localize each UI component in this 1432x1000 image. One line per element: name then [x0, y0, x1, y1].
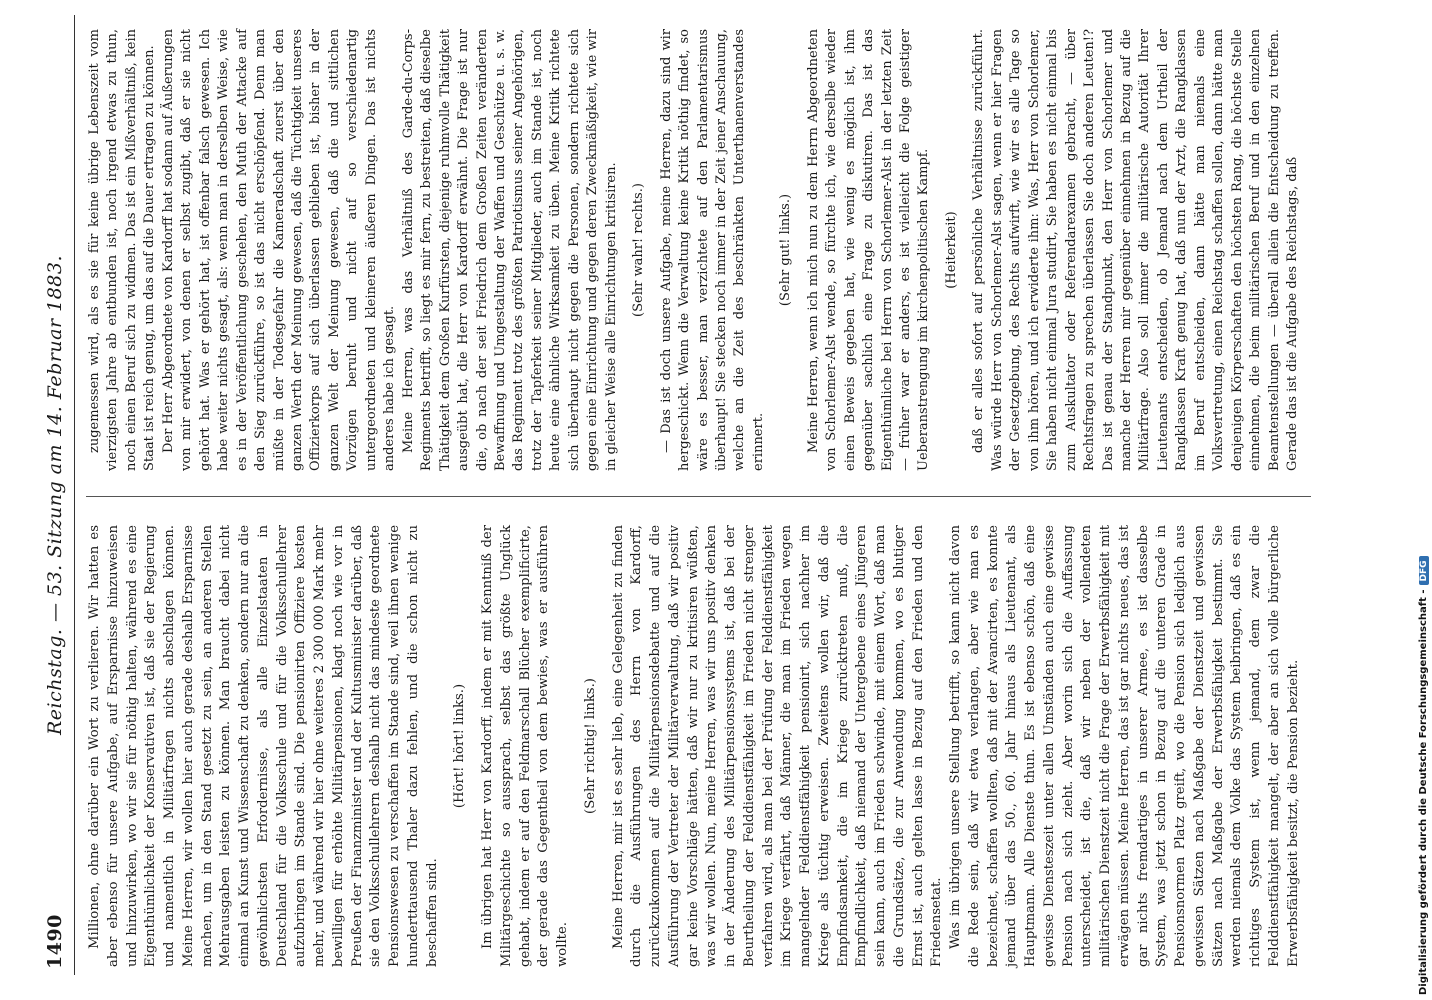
paragraph: zugemessen wird, als es sie für keine übrige Lebenszeit vom vierzigsten Jahre ab entbunden ist, noch irgend etwas zu thun, noch einen Beruf sich zu widmen. Das ist ein Mißverhältniß, kein Staat ist reich genug, um das auf die Dauer ertragen zu können.: [87, 29, 158, 471]
header-title: Reichstag. — 53. Sitzung am 14. Februar 1883.: [44, 254, 66, 736]
interjection: (Sehr wahr! rechts.): [631, 183, 647, 317]
paragraph: Meine Herren, wenn ich mich nun zu dem Herrn Abgeordneten von Schorlemer-Alst wende, so fürchte ich, wie derselbe wieder einen Beweis gegeben hat, wie wenig es möglich ist, ihm gegenüber sachlich eine Frage zu diskutiren. Das ist das Eigenthümliche bei Herrn von Schorlemer-Alst in der letzten Zeit — früher war er anders, es ist vielleicht die Folge geistiger Ueberanstrengung im kirchenpolitischen Kampf.: [805, 29, 932, 471]
column-right: [86, 29, 1303, 471]
paragraph: Der Herr Abgeordnete von Kardorff hat sodann auf Äußerungen von mir erwidert, von denen er selbst zugibt, daß er sie nicht gehört hat. Was er gehört hat, ist offenbar falsch gewesen. Ich habe weiter nichts gesagt, als: wenn man in derselben Weise, wie es in der Veröffentlichung geschehen, den Muth der Attacke auf den Sieg zurückführe, so ist das nicht erschöpfend. Denn man müßte in der Todesgefahr die Kameradschaft zuerst über den ganzen Werth der Meinung gewesen, daß die Tüchtigkeit unseres Offizierkorps auf sich überlassen geblieben ist, bisher in der ganzen Welt der Meinung gewesen, daß die und sittlichen Vorzügen beruht und nicht auf so verschiedenartig untergeordneten und kleineren äußeren Dingen. Das ist nichts anderes habe ich gesagt.: [160, 29, 398, 471]
interjection: (Hört! hört! links.): [452, 683, 468, 809]
scanned-page: [40, 15, 1330, 975]
dfg-logo: DFG: [1419, 556, 1429, 585]
page-number: 1490: [44, 914, 66, 969]
paragraph: Meine Herren, mir ist es sehr lieb, eine Gelegenheit zu finden durch die Ausführungen des Herrn von Kardorff, zurückzukommen auf die Militärpensionsdebatte und auf die Ausführung der Vertreter der Militärverwaltung, daß wir positiv gar keine Vorschläge hätten, daß wir nur zu kritisiren wüßten, was wir wollen. Nun, meine Herren, was wir uns positiv denken in der Änderung des Militärpensionssystems ist, daß bei der Beurtheilung der Felddienstfähigkeit im Frieden nicht strenger verfahren wird, als man bei der Prüfung der Felddienstfähigkeit im Kriege verfährt, daß Männer, die man im Frieden wegen mangelnder Felddienstfähigkeit pensionirt, sich nachher im Kriege als tüchtig erweisen. Zweitens wollen wir, daß die Empfindsamkeit, die im Kriege zurücktreten muß, die Empfindlichkeit, daß niemand der Untergebene eines Jüngeren sein kann, auch im Frieden schwinde, mit einem Wort, daß man die Grundsätze, die zur Anwendung kommen, wo es blutiger Ernst ist, auch gelten lasse in Bezug auf den Frieden und den Friedensetat.: [610, 525, 945, 967]
paragraph: Was im übrigen unsere Stellung betrifft, so kann nicht davon die Rede sein, daß wir etwa verlangen, aber wie man es bezeichnet, schaffen wollten, daß mit der Avancirten, es konnte jemand über das 50., 60. Jahr hinaus als Lieutenant, als Hauptmann. Alle Dienste thun. Es ist ebenso schön, daß eine gewisse Diensteszeit unter allen Umständen auch eine gewisse Pension nach sich zieht. Aber worin sich die Auffassung unterscheidet, ist die, daß wir neben der vollendeten militärischen Dienstzeit nicht die Frage der Erwerbsfähigkeit mit erwägen müssen. Meine Herren, das ist gar nichts neues, das ist gar nichts fremdartiges in unserer Armee, es ist dasselbe System, was jetzt schon in Bezug auf die unteren Grade in Pensionsnormen Platz greift, wo die Pension sich lediglich aus gewissen Sätzen nach Maßgabe der Dienstzeit und gewissen Sätzen nach Maßgabe der Erwerbsfähigkeit bestimmt. Sie werden niemals dem Volke das System beibringen, daß es ein richtiges System ist, wenn jemand, dem zwar die Felddienstfähigkeit mangelt, der aber an sich volle bürgerliche Erwerbsfähigkeit besitzt, die Pension bezieht.: [948, 525, 1301, 967]
interjection: (Heiterkeit): [943, 211, 959, 289]
paragraph: daß er alles sofort auf persönliche Verhältnisse zurückführt. Was würde Herr von Schorlemer-Alst sagen, wenn er hier Fragen der Gesetzgebung, des Rechts aufwirft, wie wir es alle Tage so von ihm hören, und ich erwiderte ihm: Was, Herr von Schorlemer, Sie haben nicht einmal Jura studirt, Sie haben es nicht einmal bis zum Auskultator oder Referendarexamen gebracht, — über Rechtsfragen zu sprechen überlassen Sie doch anderen Leuten!? Das ist genau der Standpunkt, den Herr von Schorlemer und manche der Herren mir gegenüber einnehmen in Bezug auf die Militärfrage. Also soll immer die militärische Autorität Ihrer Lieutenants entscheiden, ob Jemand nach dem Urtheil der Rangklassen Kraft genug hat, daß nun der Arzt, die Rangklassen im Beruf entscheiden, dann hätte man niemals eine Volksvertretung, einen Reichstag schaffen sollen, dann hätte man denjenigen Körperschaften den höchsten Rang, die höchste Stelle einnehmen, die beim militärischen Beruf und in den einzelnen Beamtenstellungen — überall allein die Entscheidung zu treffen. Gerade das ist die Aufgabe des Reichstags, daß: [971, 29, 1301, 471]
interjection: (Sehr gut! links.): [778, 193, 794, 307]
paragraph: Meine Herren, was das Verhältniß des Garde-du-Corps-Regiments betrifft, so liegt es mir fern, zu bestreiten, daß dieselbe Thätigkeit dem Großen Kurfürsten, diejenige ruhmvolle Thätigkeit ausgeübt hat, die Herr von Kardorff erwähnt. Die Frage ist nur die, ob nach der seit Friedrich dem Großen Zeiten veränderten Bewaffnung und Umgestaltung der Waffen und Geschütze u. s. w. das Regiment trotz des größten Patriotismus seiner Angehörigen, trotz der Tapferkeit seiner Mitglieder, auch im Stande ist, noch heute eine ähnliche Wirksamkeit zu üben. Meine Kritik richtete sich überhaupt nicht gegen die Personen, sondern richtete sich gegen eine Einrichtung und gegen deren Zweckmäßigkeit, wie wir in gleicher Weise alle Einrichtungen kritisiren.: [400, 29, 619, 471]
column-divider: [86, 496, 1311, 497]
digitization-credit-text: Digitalisierung gefördert durch die Deutsche Forschungsgemeinschaft -: [1418, 589, 1429, 995]
interjection: (Sehr richtig! links.): [582, 678, 598, 814]
paragraph: — Das ist doch unsere Aufgabe, meine Herren, dazu sind wir hergeschickt. Wenn die Verwaltung keine Kritik nöthig findet, so wäre es besser, man verzichtete auf den Parlamentarismus überhaupt! Sie stecken noch immer in der Zeit jener Anschauung, welche an die Zeit des beschränkten Unterthanenverstandes erinnert.: [658, 29, 766, 471]
running-head: [40, 15, 75, 975]
paragraph: Millionen, ohne darüber ein Wort zu verlieren. Wir hatten es aber ebenso für unsere Aufgabe, auf Ersparnisse hinzuweisen und hinzuwirken, wo wir sie für nöthig halten, während es eine Eigenthümlichkeit der Konservativen ist, daß sie der Regierung und namentlich in Militärfragen nichts abschlagen können. Meine Herren, wir wollen hier auch gerade deshalb Ersparnisse machen, um in den Stand gesetzt zu sein, an anderen Stellen Mehrausgaben leisten zu können. Man braucht dabei nicht einmal an Kunst und Wissenschaft zu denken, sondern nur an die gewöhnlichsten Erfordernisse, als alle Einzelstaaten in Deutschland für die Volksschule und für die Volksschullehrer aufzubringen im Stande sind. Die pensionirten Offiziere kosten mehr, und während wir hier ohne weiteres 2 300 000 Mark mehr bewilligen für erhöhte Militärpensionen, klagt noch wie vor in Preußen der Finanzminister und der Kultusminister darüber, daß sie den Volksschullehrern deshalb nicht das mindeste geordnete Pensionswesen zu verschaffen im Stande sind, weil ihnen wenige hunderttausend Thaler dazu fehlen, und die schon nicht zu beschaffen sind.: [87, 525, 440, 967]
digitization-credit: [1418, 556, 1429, 995]
column-left: [86, 525, 1303, 967]
paragraph: Im übrigen hat Herr von Kardorff, indem er mit Kenntniß der Militärgeschichte so aussprach, selbst das größte Unglück gehabt, indem er auf den Feldmarschall Blücher exemplificirte, der gerade das Gegentheil von dem bewies, was er ausführen wollte.: [480, 525, 570, 967]
